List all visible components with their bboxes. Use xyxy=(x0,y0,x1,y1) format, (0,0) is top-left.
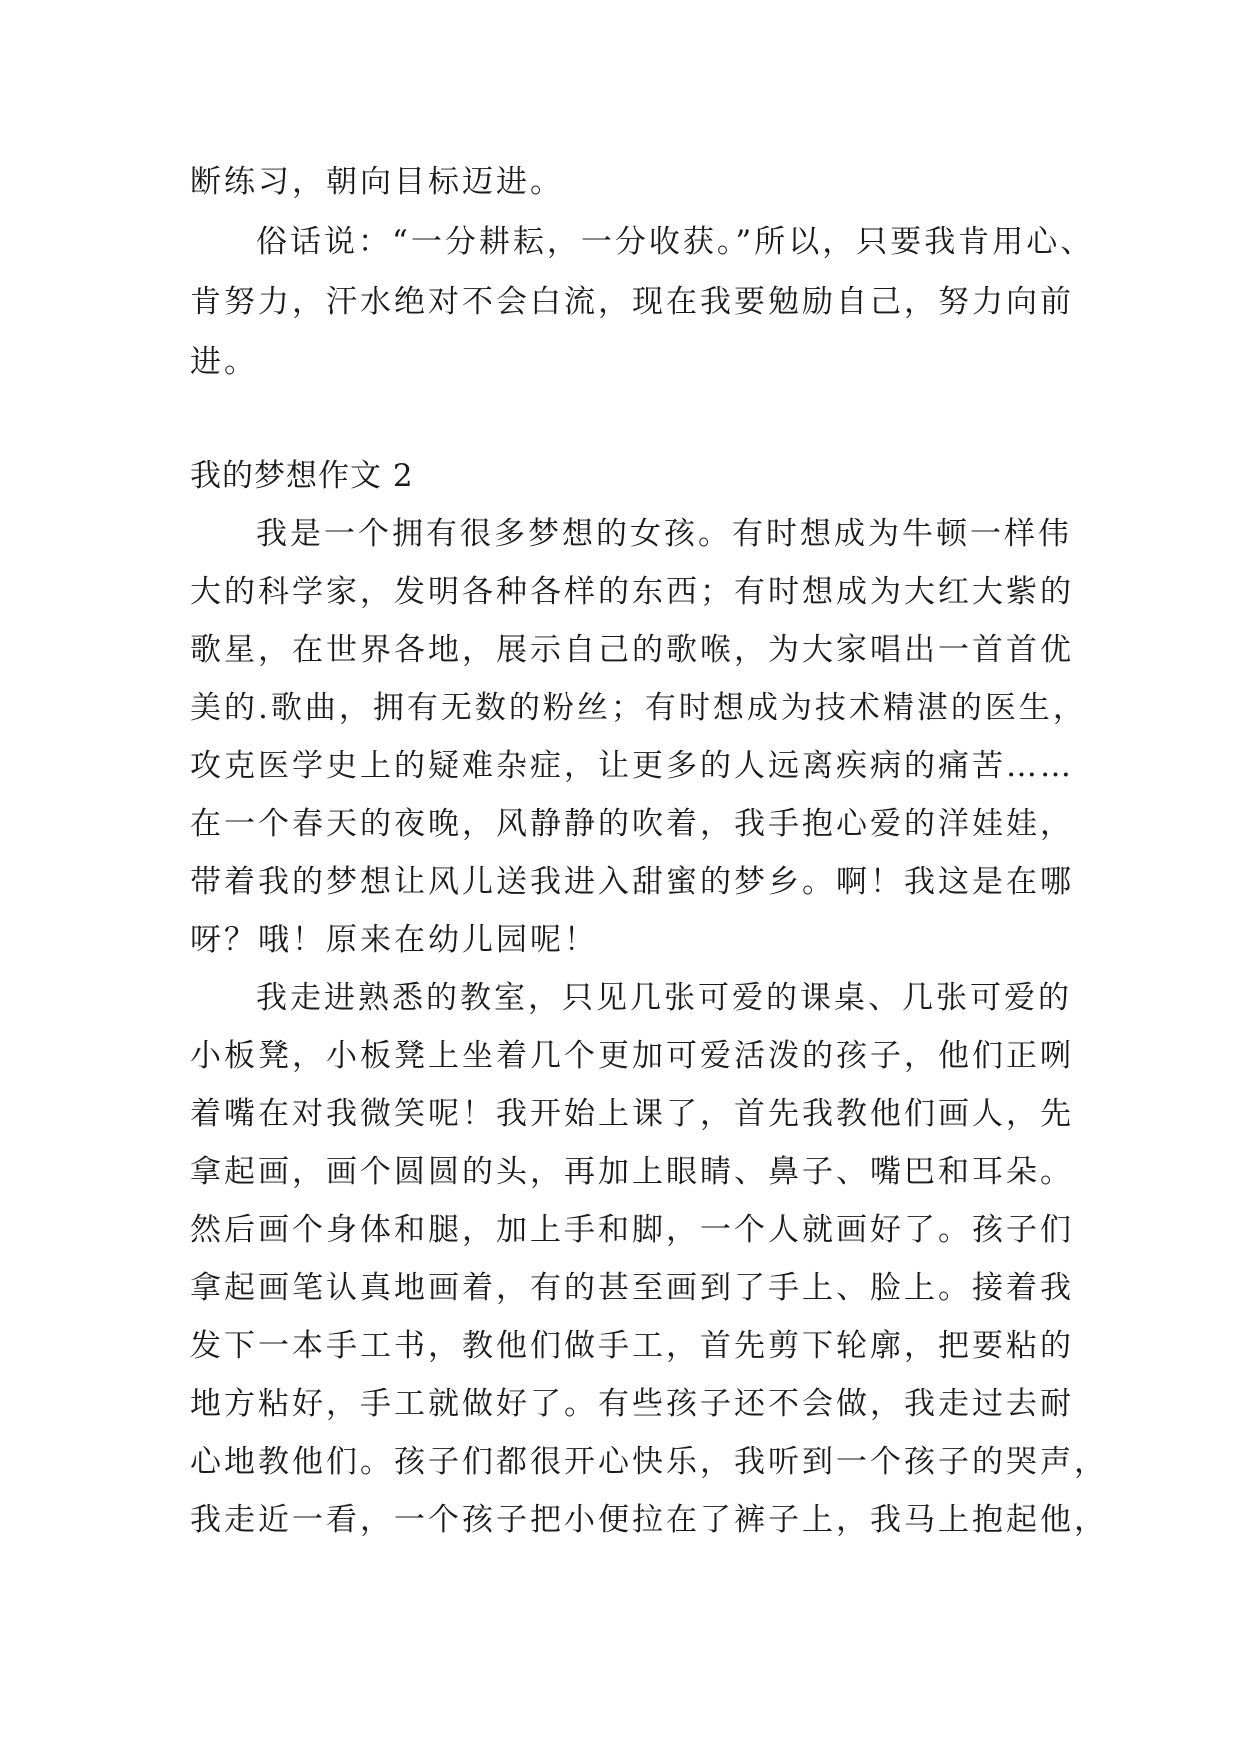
paragraph-start: 俗话说：“一分耕耘，一分收获。”所以，只要我肯用心、 xyxy=(256,224,1095,260)
text-line: 呀？哦！原来在幼儿园呢！ xyxy=(190,922,598,958)
text-line: 带着我的梦想让风儿送我进入甜蜜的梦乡。啊！我这是在哪 xyxy=(190,864,1074,900)
text-line: 我走近一看，一个孩子把小便拉在了裤子上，我马上抱起他， xyxy=(190,1502,1108,1538)
text-line: 大的科学家，发明各种各样的东西；有时想成为大红大紫的 xyxy=(190,574,1074,610)
text-line: 小板凳，小板凳上坐着几个更加可爱活泼的孩子，他们正咧 xyxy=(190,1038,1074,1074)
text-line: 心地教他们。孩子们都很开心快乐，我听到一个孩子的哭声， xyxy=(190,1444,1108,1480)
paragraph-start: 我走进熟悉的教室，只见几张可爱的课桌、几张可爱的 xyxy=(256,980,1072,1016)
text-line: 地方粘好，手工就做好了。有些孩子还不会做，我走过去耐 xyxy=(190,1386,1074,1422)
text-line: 着嘴在对我微笑呢！我开始上课了，首先我教他们画人，先 xyxy=(190,1096,1074,1132)
text-line: 然后画个身体和腿，加上手和脚，一个人就画好了。孩子们 xyxy=(190,1212,1074,1248)
text-line: 断练习，朝向目标迈进。 xyxy=(190,164,564,200)
text-line: 美的.歌曲，拥有无数的粉丝；有时想成为技术精湛的医生， xyxy=(190,690,1087,726)
text-line: 拿起画笔认真地画着，有的甚至画到了手上、脸上。接着我 xyxy=(190,1270,1074,1306)
text-line: 拿起画，画个圆圆的头，再加上眼睛、鼻子、嘴巴和耳朵。 xyxy=(190,1154,1074,1190)
section-heading: 我的梦想作文 2 xyxy=(190,458,414,494)
text-line: 进。 xyxy=(190,344,258,380)
text-line: 歌星，在世界各地，展示自己的歌喉，为大家唱出一首首优 xyxy=(190,632,1074,668)
text-line: 攻克医学史上的疑难杂症，让更多的人远离疾病的痛苦…… xyxy=(190,748,1074,784)
text-line: 肯努力，汗水绝对不会白流，现在我要勉励自己，努力向前 xyxy=(190,284,1074,320)
text-line: 在一个春天的夜晚，风静静的吹着，我手抱心爱的洋娃娃， xyxy=(190,806,1074,842)
text-line: 发下一本手工书，教他们做手工，首先剪下轮廓，把要粘的 xyxy=(190,1328,1074,1364)
paragraph-start: 我是一个拥有很多梦想的女孩。有时想成为牛顿一样伟 xyxy=(256,516,1072,552)
